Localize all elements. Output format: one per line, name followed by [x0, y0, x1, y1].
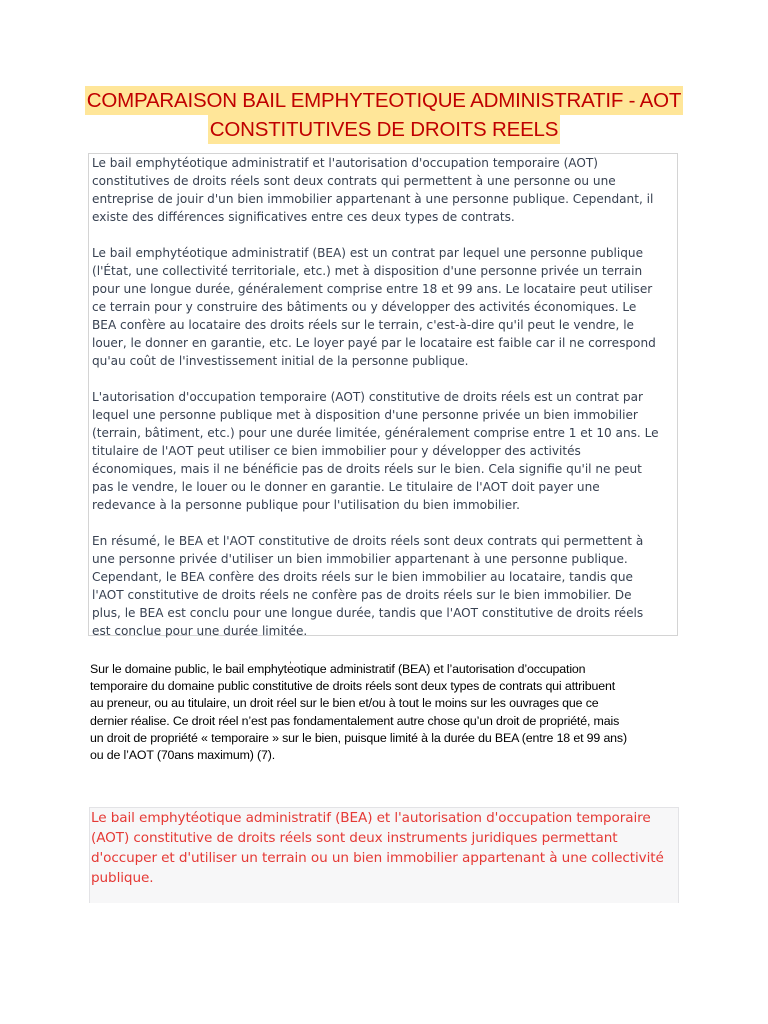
- text-line: économiques, mais il ne bénéficie pas de droits réels sur le bien. Cela signifie qu'il ne peut: [92, 462, 642, 476]
- text-line: L'autorisation d'occupation temporaire (AOT) constitutive de droits réels est un contrat par: [92, 390, 643, 404]
- text-line: l'AOT constitutive de droits réels ne confère pas de droits réels sur le bien immobilier. De: [92, 588, 632, 602]
- text-line: Cependant, le BEA confère des droits réels sur le bien immobilier au locataire, tandis que: [92, 570, 633, 584]
- text-line: une personne privée d'utiliser un bien immobilier appartenant à une personne publique.: [92, 552, 628, 566]
- text-line: entreprise de jouir d'un bien immobilier appartenant à une personne publique. Cependant, il: [92, 192, 654, 206]
- text-line: louer, le donner en garantie, etc. Le loyer payé par le locataire est faible car il ne correspond: [92, 336, 656, 350]
- text-line: lequel une personne publique met à disposition d'une personne privée un bien immobilier: [92, 408, 638, 422]
- text-line: constitutives de droits réels sont deux contrats qui permettent à une personne ou une: [92, 174, 616, 188]
- text-line: est conclue pour une durée limitée.: [92, 624, 308, 638]
- text-line: au preneur, ou au titulaire, un droit réel sur le bien et/ou à tout le moins sur les ouvrages que ce: [90, 696, 599, 711]
- text-line: publique.: [91, 870, 154, 886]
- text-line: pas le vendre, le louer ou le donner en garantie. Le titulaire de l'AOT doit payer une: [92, 480, 600, 494]
- text-line: d'occuper et d'utiliser un terrain ou un bien immobilier appartenant à une collectivité: [91, 850, 664, 866]
- paragraph-summary: [92, 532, 674, 640]
- text-line: Sur le domaine public, le bail emphyte̍otique administratif (BEA) et l’autorisation d’occupation: [90, 662, 586, 676]
- text-line: un droit de propriété « temporaire » sur le bien, puisque limité à la durée du BEA (entre 18 et 99 ans): [90, 730, 627, 745]
- summary-highlight-block: [89, 807, 679, 903]
- text-line: plus, le BEA est conclu pour une longue durée, tandis que l'AOT constitutive de droits réels: [92, 606, 644, 620]
- text-line: dernier réalise. Ce droit réel n’est pas fondamentalement autre chose qu’un droit de propriété, mais: [90, 713, 620, 728]
- text-line: pour une longue durée, généralement comprise entre 18 et 99 ans. Le locataire peut utiliser: [92, 282, 653, 296]
- text-line: qu'au coût de l'investissement initial de la personne publique.: [92, 354, 469, 368]
- text-line: Le bail emphytéotique administratif (BEA) est un contrat par lequel une personne publique: [92, 246, 644, 260]
- paragraph-intro: [92, 154, 674, 226]
- text-line: ce terrain pour y construire des bâtiments ou y développer des activités économiques. Le: [92, 300, 637, 314]
- paragraph-aot: [92, 388, 674, 514]
- text-line: Le bail emphytéotique administratif et l'autorisation d'occupation temporaire (AOT): [92, 156, 598, 170]
- text-line: (AOT) constitutive de droits réels sont deux instruments juridiques permettant: [91, 830, 618, 846]
- title-line-2: CONSTITUTIVES DE DROITS REELS: [208, 115, 560, 144]
- text-line: Le bail emphytéotique administratif (BEA) et l'autorisation d'occupation temporaire: [91, 810, 651, 826]
- text-line: En résumé, le BEA et l'AOT constitutive de droits réels sont deux contrats qui permettent à: [92, 534, 644, 548]
- document-title: [0, 86, 768, 144]
- domaine-public-paragraph: [90, 661, 680, 764]
- text-line: titulaire de l'AOT peut utiliser ce bien immobilier pour y développer des activités: [92, 444, 581, 458]
- comparison-text-block: [88, 153, 678, 636]
- text-line: (l'État, une collectivité territoriale, etc.) met à disposition d'une personne privée un terrain: [92, 264, 643, 278]
- text-line: ou de l’AOT (70ans maximum) (7).: [90, 748, 276, 763]
- paragraph-bea: [92, 244, 674, 370]
- text-line: existe des différences significatives entre ces deux types de contrats.: [92, 210, 515, 224]
- text-line: temporaire du domaine public constitutive de droits réels sont deux types de contrats qui attribuent: [90, 679, 615, 694]
- text-line: (terrain, bâtiment, etc.) pour une durée limitée, généralement comprise entre 1 et 10 ans. Le: [92, 426, 659, 440]
- title-line-1: COMPARAISON BAIL EMPHYTEOTIQUE ADMINISTRATIF - AOT: [85, 86, 683, 115]
- text-line: BEA confère au locataire des droits réels sur le terrain, c'est-à-dire qu'il peut le vendre, le: [92, 318, 634, 332]
- text-line: redevance à la personne publique pour l'utilisation du bien immobilier.: [92, 498, 520, 512]
